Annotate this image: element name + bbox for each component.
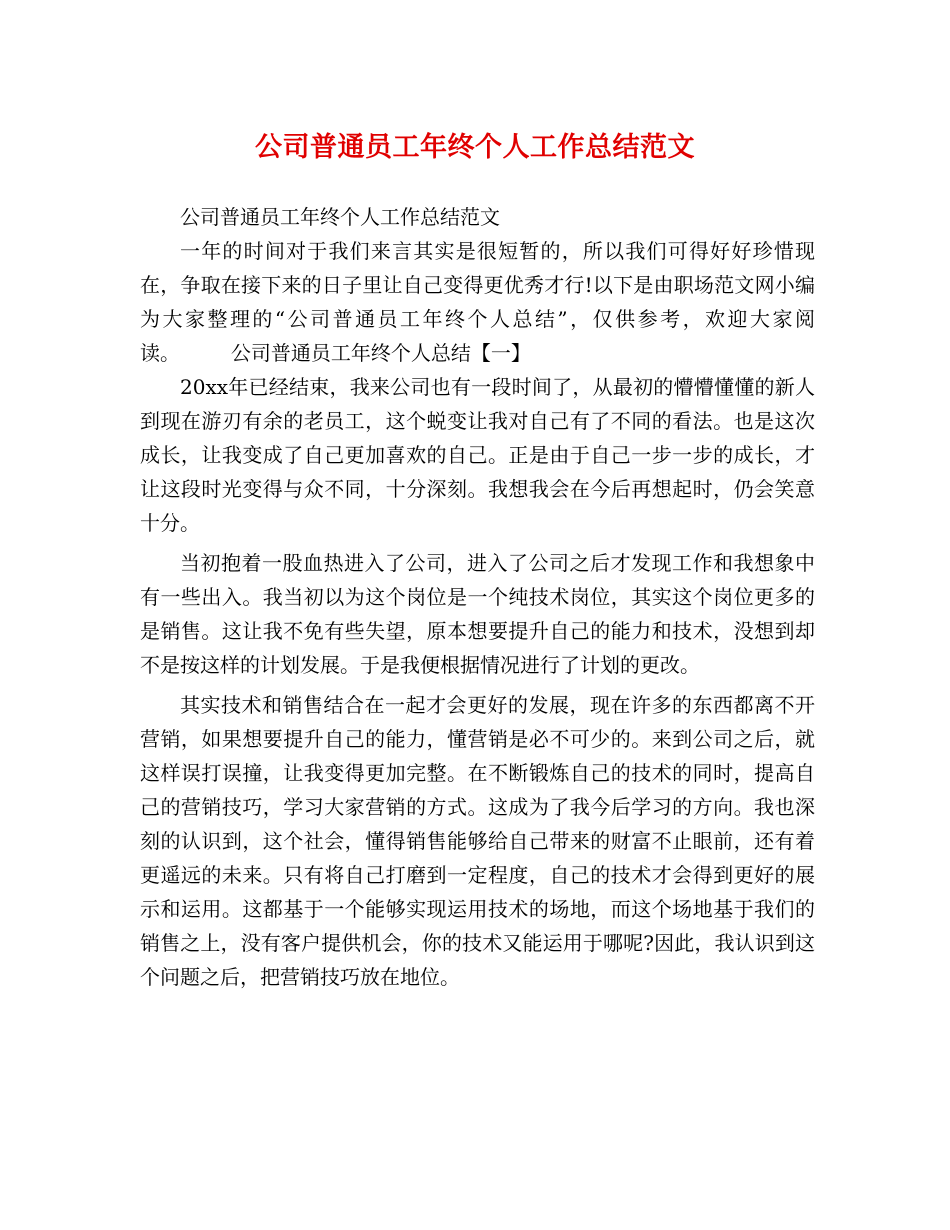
body-paragraph-3: 其实技术和销售结合在一起才会更好的发展，现在许多的东西都离不开营销，如果想要提升自己的能力，懂营销是必不可少的。来到公司之后，就这样误打误撞，让我变得更加完整。在不断锻炼自己的技术的同时，提高自己的营销技巧，学习大家营销的方式。这成为了我今后学习的方向。我也深刻的认识到，这个社会，懂得销售能够给自己带来的财富不止眼前，还有着更遥远的未来。只有将自己打磨到一定程度，自己的技术才会得到更好的展示和运用。这都基于一个能够实现运用技术的场地，而这个场地基于我们的销售之上，没有客户提供机会，你的技术又能运用于哪呢?因此，我认识到这个问题之后，把营销技巧放在地位。 bbox=[140, 693, 815, 989]
section-heading: 公司普通员工年终个人总结【一】 bbox=[230, 341, 531, 365]
intro-text: 一年的时间对于我们来言其实是很短暂的，所以我们可得好好珍惜现在，争取在接下来的日子里让自己变得更优秀才行!以下是由职场范文网小编为大家整理的“公司普通员工年终个人总结”，仅供参考，欢迎大家阅读。 bbox=[140, 239, 815, 365]
body-paragraph-1: 20xx年已经结束，我来公司也有一段时间了，从最初的懵懵懂懂的新人到现在游刃有余的老员工，这个蜕变让我对自己有了不同的看法。也是这次成长，让我变成了自己更加喜欢的自己。正是由于自己一步一步的成长，才让这段时光变得与众不同，十分深刻。我想我会在今后再想起时，仍会笑意十分。 bbox=[140, 375, 815, 535]
document-body bbox=[140, 200, 815, 994]
document-subtitle: 公司普通员工年终个人工作总结范文 bbox=[180, 205, 500, 229]
section-heading-wrap bbox=[180, 341, 531, 365]
body-paragraph-2: 当初抱着一股血热进入了公司，进入了公司之后才发现工作和我想象中有一些出入。我当初以为这个岗位是一个纯技术岗位，其实这个岗位更多的是销售。这让我不免有些失望，原本想要提升自己的能力和技术，没想到却不是按这样的计划发展。于是我便根据情况进行了计划的更改。 bbox=[140, 551, 815, 677]
document-title: 公司普通员工年终个人工作总结范文 bbox=[255, 132, 695, 163]
intro-paragraph bbox=[140, 234, 815, 370]
